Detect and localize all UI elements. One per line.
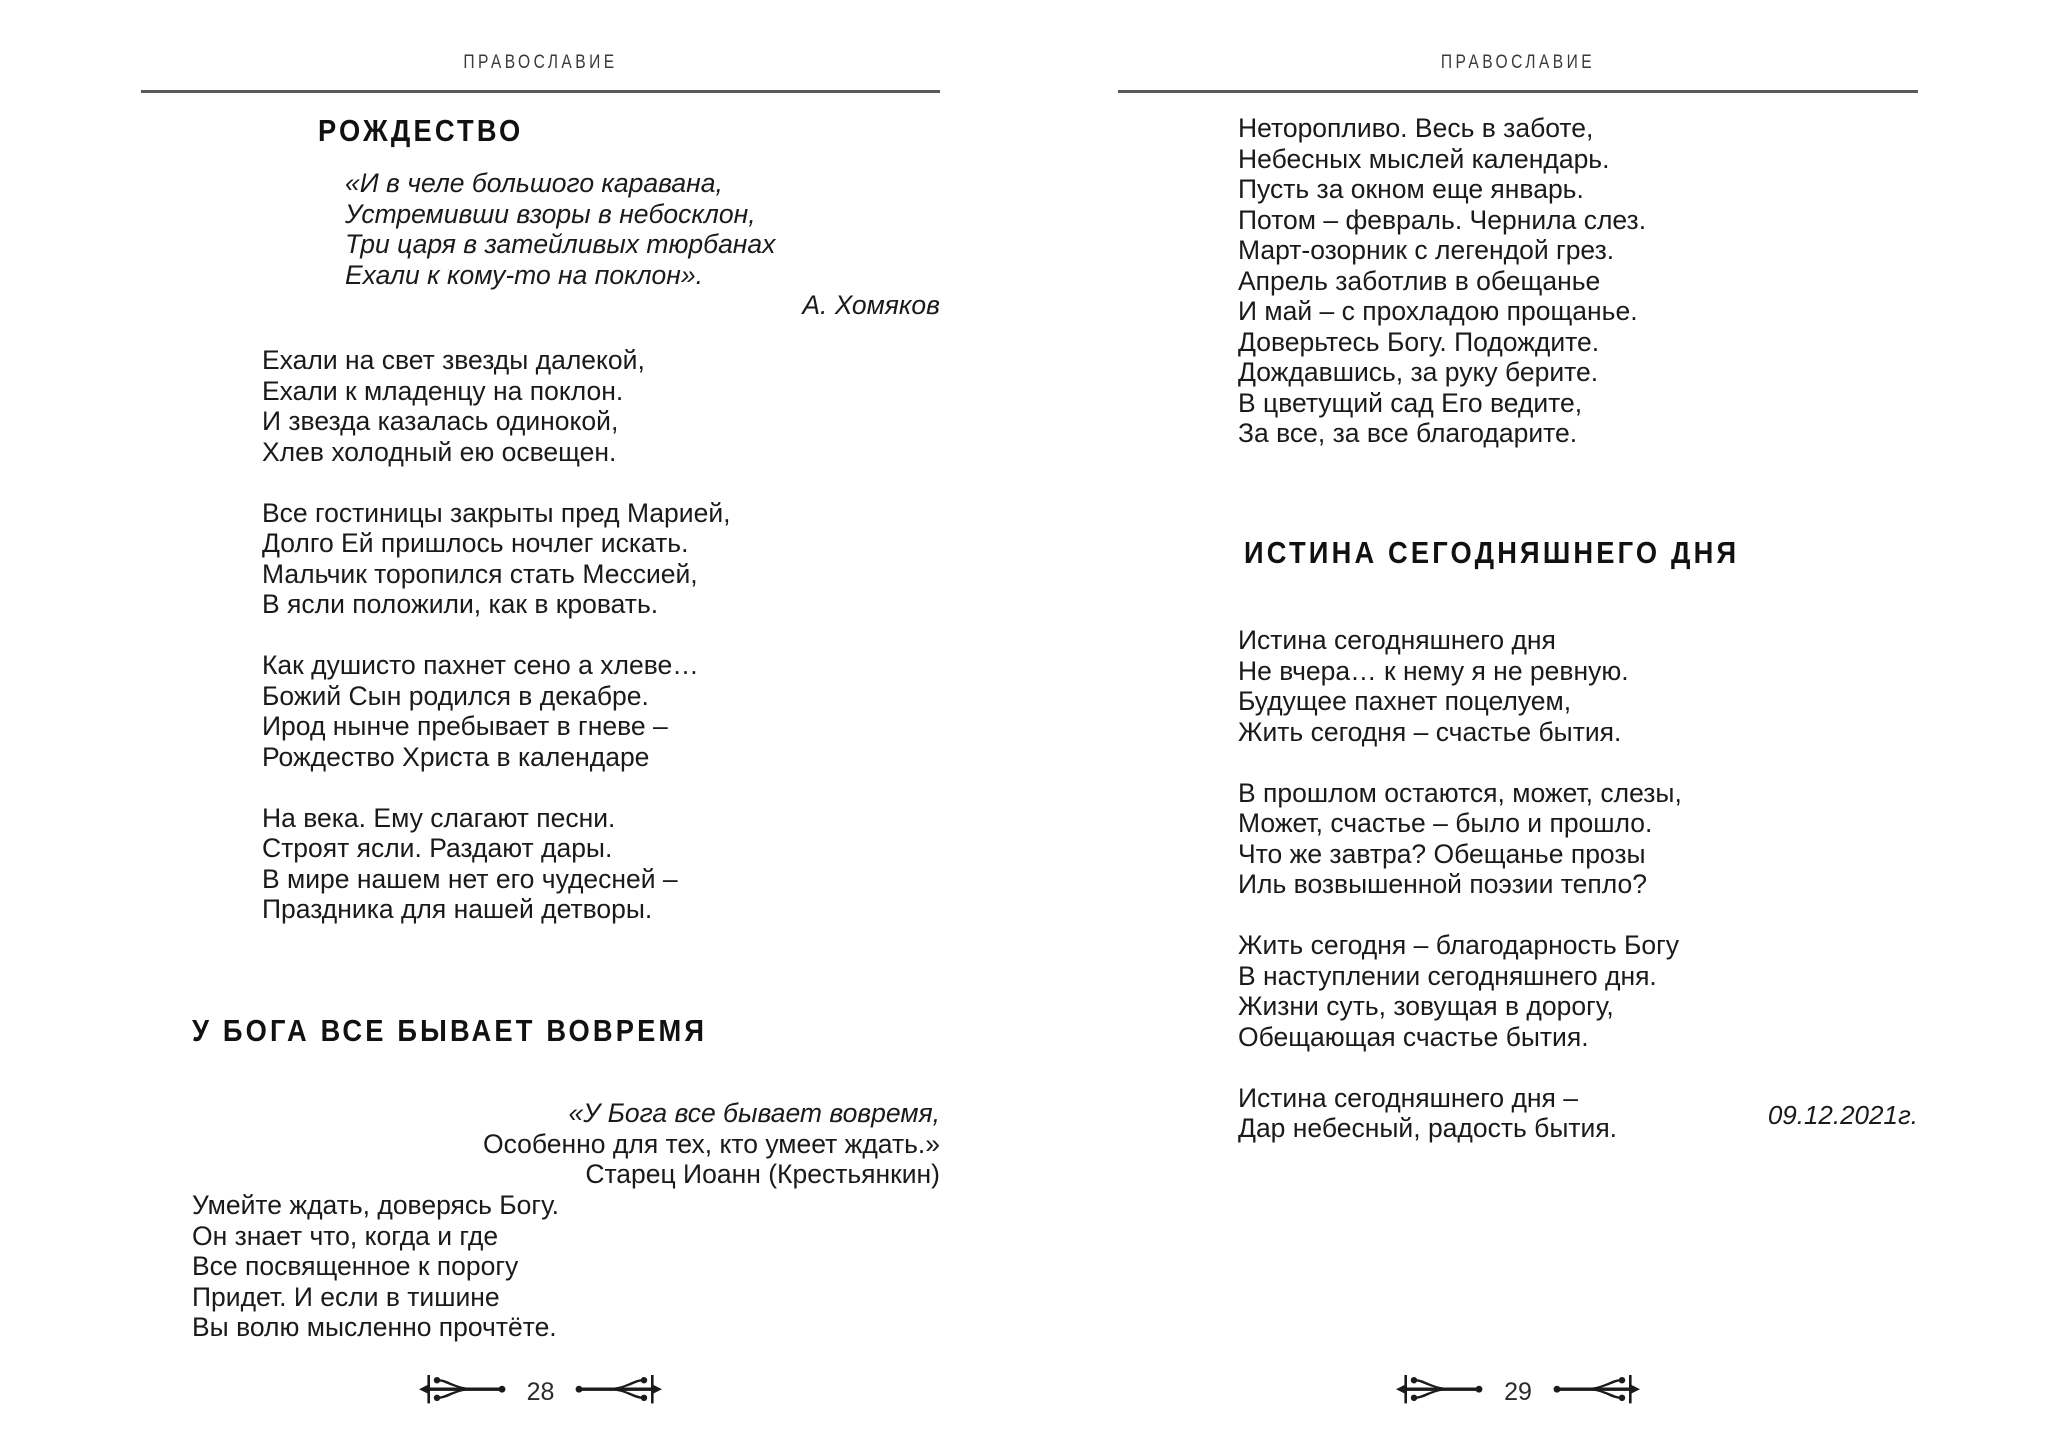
stanza: Ехали на свет звезды далекой, Ехали к младенцу на поклон. И звезда казалась одинокой, Хлев холодный ею освещен.: [262, 345, 645, 467]
page-number-right: 29: [1504, 1378, 1532, 1406]
flourish-ornament-icon: [574, 1371, 662, 1412]
epigraph-u-boga: «У Бога все бывает вовремя, Особенно для тех, кто умеет ждать.» Старец Иоанн (Крестьянкин): [483, 1098, 940, 1189]
poem-date-istina: 09.12.2021г.: [1767, 1100, 1918, 1130]
stanza: Все гостиницы закрыты пред Марией, Долго Ей пришлось ночлег искать. Мальчик торопился стать Мессией, В ясли положили, как в кровать.: [262, 497, 731, 619]
flourish-ornament-icon: [419, 1371, 507, 1412]
running-head-label: ПРАВОСЛАВИЕ: [463, 52, 618, 73]
stanza: На века. Ему слагают песни. Строят ясли. Раздают дары. В мире нашем нет его чудесней – Праздника для нашей детворы.: [262, 802, 678, 924]
poem-title-rozhdestvo: РОЖДЕСТВО: [318, 113, 524, 148]
epigraph-rozhdestvo: «И в челе большого каравана, Устремивши взоры в небосклон, Три царя в затейливых тюрбанах Ехали к кому-то на поклон».: [345, 168, 776, 290]
stanza: Жить сегодня – благодарность Богу В наступлении сегодняшнего дня. Жизни суть, зовущая в дорогу, Обещающая счастье бытия.: [1238, 930, 1680, 1052]
poem-title-istina: ИСТИНА СЕГОДНЯШНЕГО ДНЯ: [1244, 535, 1740, 570]
stanza: Умейте ждать, доверясь Богу. Он знает что, когда и где Все посвященное к порогу Придет. И если в тишине Вы волю мысленно прочтёте.: [192, 1190, 560, 1342]
flourish-ornament-icon: [1396, 1371, 1484, 1412]
page-right-content: [1029, 0, 2058, 1454]
continued-stanza: Неторопливо. Весь в заботе, Небесных мыслей календарь. Пусть за окном еще январь. Потом – февраль. Чернила слез. Март-озорник с легендой грез. Апрель заботлив в обещанье И май – с прохладою прощанье. Доверьтесь Богу. Подождите. Дождавшись, за руку берите. В цветущий сад Его ведите, За все, за все благодарите.: [1238, 113, 1647, 448]
stanza: Истина сегодняшнего дня – Дар небесный, радость бытия.: [1238, 1082, 1618, 1143]
poem-body-istina: [1238, 625, 1682, 1144]
flourish-ornament-icon: [1552, 1371, 1640, 1412]
page-number-left: 28: [526, 1378, 555, 1406]
poem-body-rozhdestvo: [262, 345, 731, 925]
poem-body-u-boga: [192, 1190, 559, 1343]
stanza: В прошлом остаются, может, слезы, Может, счастье – было и прошло. Что же завтра? Обещанье прозы Иль возвышенной поэзии тепло?: [1238, 777, 1682, 899]
page-right: [1029, 0, 2058, 1454]
poem-title-u-boga: У БОГА ВСЕ БЫВАЕТ ВОВРЕМЯ: [192, 1013, 708, 1048]
folio-left: [141, 1371, 940, 1412]
stanza: Истина сегодняшнего дня Не вчера… к нему я не ревную. Будущее пахнет поцелуем, Жить сегодня – счастье бытия.: [1238, 625, 1629, 747]
running-head-label: ПРАВОСЛАВИЕ: [1440, 52, 1596, 73]
attribution-homyakov: А. Хомяков: [802, 290, 940, 320]
stanza: Как душисто пахнет сено а хлеве… Божий Сын родился в декабре. Ирод нынче пребывает в гневе – Рождество Христа в календаре: [262, 650, 699, 772]
folio-right: [1118, 1371, 1918, 1412]
